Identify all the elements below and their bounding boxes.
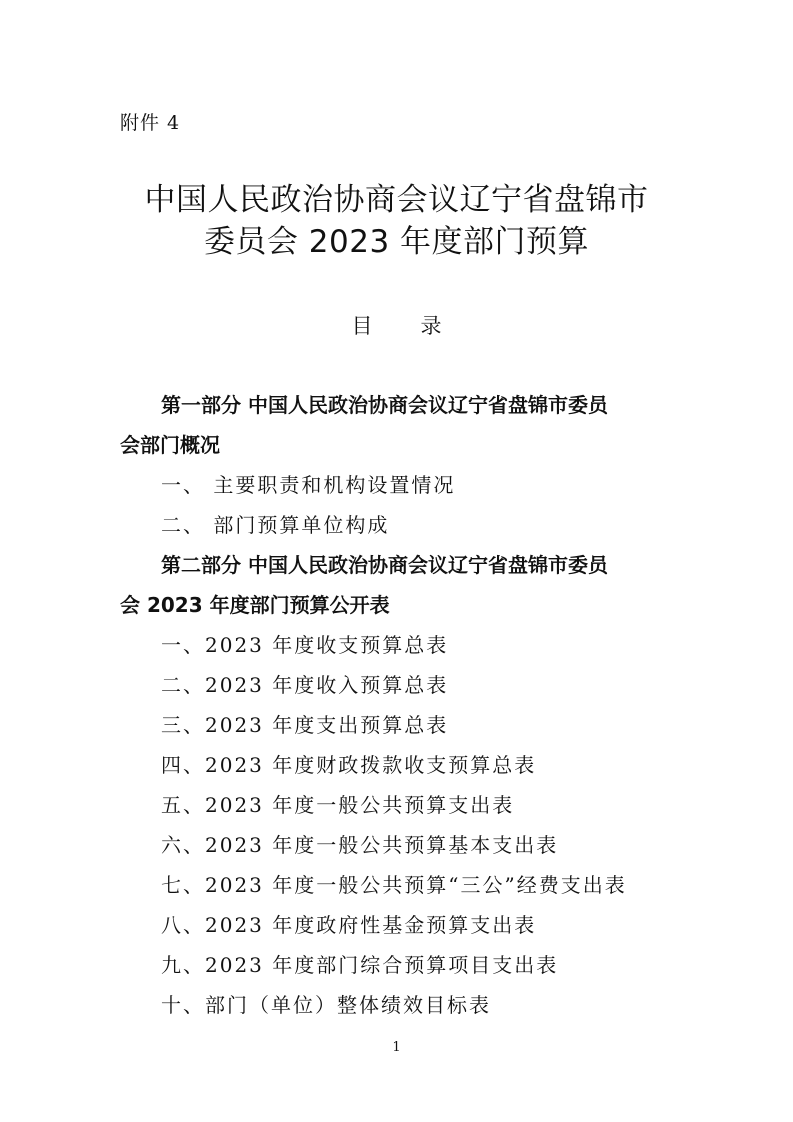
toc-item: 一、 主要职责和机构设置情况 — [161, 473, 456, 497]
toc-item: 一、2023 年度收支预算总表 — [161, 633, 449, 657]
toc-item: 二、 部门预算单位构成 — [161, 513, 390, 537]
document-title-line-2: 委员会 2023 年度部门预算 — [203, 224, 590, 260]
toc-heading: 目录 — [351, 314, 490, 338]
toc-item: 二、2023 年度收入预算总表 — [161, 673, 449, 697]
toc-item: 九、2023 年度部门综合预算项目支出表 — [161, 953, 559, 977]
toc-part1-heading: 第一部分 中国人民政治协商会议辽宁省盘锦市委员 — [161, 393, 608, 417]
toc-part1-heading-cont: 会部门概况 — [120, 433, 220, 457]
attachment-label: 附件 4 — [120, 112, 181, 134]
toc-item: 七、2023 年度一般公共预算“三公”经费支出表 — [161, 873, 627, 897]
toc-item: 八、2023 年度政府性基金预算支出表 — [161, 913, 537, 937]
page-number: 1 — [392, 1040, 401, 1055]
document-title-line-1: 中国人民政治协商会议辽宁省盘锦市 — [144, 182, 649, 218]
toc-part2-heading: 第二部分 中国人民政治协商会议辽宁省盘锦市委员 — [161, 553, 608, 577]
toc-item: 五、2023 年度一般公共预算支出表 — [161, 793, 515, 817]
toc-part2-heading-cont: 会 2023 年度部门预算公开表 — [120, 593, 390, 617]
toc-item: 四、2023 年度财政拨款收支预算总表 — [161, 753, 537, 777]
toc-item: 十、部门（单位）整体绩效目标表 — [161, 993, 491, 1017]
toc-item: 六、2023 年度一般公共预算基本支出表 — [161, 833, 559, 857]
toc-item: 三、2023 年度支出预算总表 — [161, 713, 449, 737]
